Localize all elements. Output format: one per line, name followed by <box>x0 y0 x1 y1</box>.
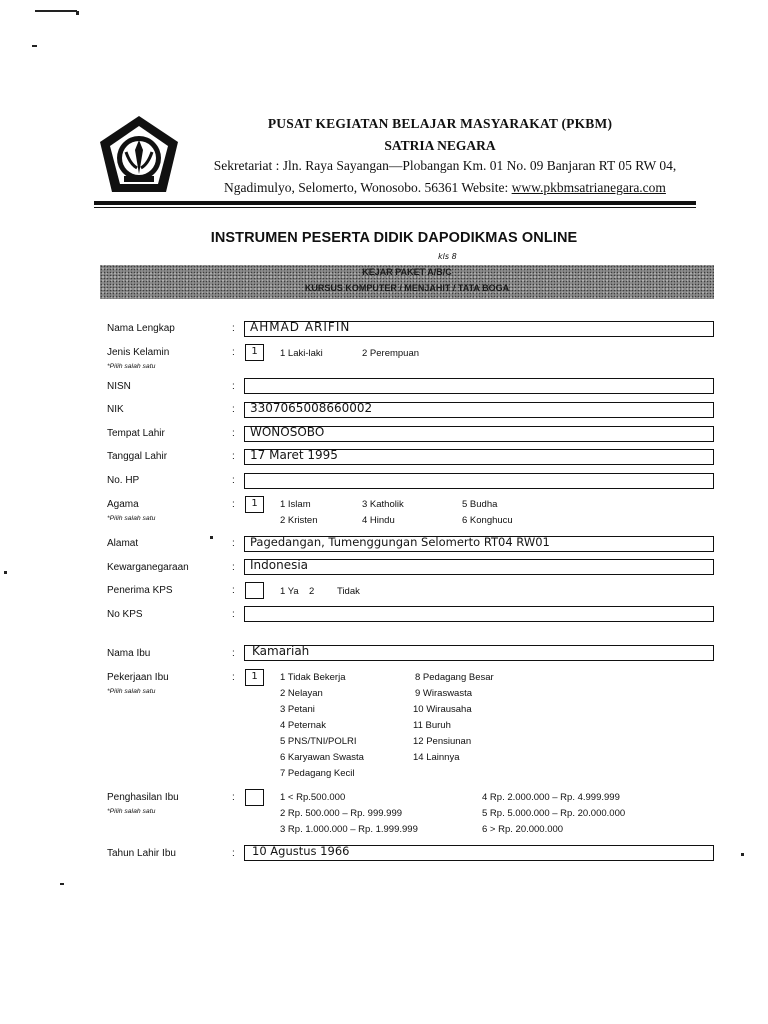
label-tahun-lahir-ibu: Tahun Lahir Ibu <box>107 848 176 859</box>
colon: : <box>232 538 235 549</box>
option-pekerjaan: 11 Buruh <box>413 720 451 731</box>
option-penghasilan: 2 Rp. 500.000 – Rp. 999.999 <box>280 808 403 819</box>
option-pekerjaan: 12 Pensiunan <box>413 736 472 747</box>
label-nama-ibu: Nama Ibu <box>107 648 151 659</box>
label-nama-lengkap: Nama Lengkap <box>107 323 175 334</box>
checkbox-penerima-kps[interactable] <box>245 582 264 599</box>
colon: : <box>232 648 235 659</box>
option-2: 2 <box>309 586 315 597</box>
label-alamat: Alamat <box>107 538 139 549</box>
label-tempat-lahir: Tempat Lahir <box>107 428 165 439</box>
colon: : <box>232 609 235 620</box>
checkbox-pekerjaan-ibu[interactable]: 1 <box>245 669 264 686</box>
option-kristen: 2 Kristen <box>280 515 318 526</box>
org-line: PUSAT KEGIATAN BELAJAR MASYARAKAT (PKBM) <box>267 116 613 131</box>
option-islam: 1 Islam <box>280 499 311 510</box>
checkbox-jenis-kelamin[interactable]: 1 <box>245 344 264 361</box>
option-ya: 1 Ya <box>280 586 299 597</box>
colon: : <box>232 792 235 803</box>
address-line-2 <box>210 180 680 196</box>
option-pekerjaan: 2 Nelayan <box>280 688 323 699</box>
class-note: kls 8 <box>438 252 457 261</box>
address-line-1: Sekretariat : Jln. Raya Sayangan—Plobangan Km. 01 No. 09 Banjaran RT 05 RW 04, <box>213 158 677 173</box>
colon: : <box>232 672 235 683</box>
option-penghasilan: 6 > Rp. 20.000.000 <box>482 824 564 835</box>
option-pekerjaan: 7 Pedagang Kecil <box>280 768 355 779</box>
value-nik: 3307065008660002 <box>250 401 373 415</box>
label-no-kps: No KPS <box>107 609 143 620</box>
note-pilih-salah-satu: *Pilih salah satu <box>107 688 156 695</box>
option-hindu: 4 Hindu <box>362 515 395 526</box>
value-kewarganegaraan: Indonesia <box>250 558 309 572</box>
option-pekerjaan: 3 Petani <box>280 704 315 715</box>
value-alamat: Pagedangan, Tumenggungan Selomerto RT04 RW01 <box>250 535 550 549</box>
band-line-1: KEJAR PAKET A/B/C <box>362 267 452 277</box>
option-penghasilan: 1 < Rp.500.000 <box>280 792 346 803</box>
value-tempat-lahir: WONOSOBO <box>250 425 325 439</box>
option-laki-laki: 1 Laki-laki <box>280 348 323 359</box>
field-nama-ibu[interactable] <box>244 645 714 661</box>
field-no-kps[interactable] <box>244 606 714 622</box>
label-nik: NIK <box>107 404 124 415</box>
option-tidak: Tidak <box>337 586 360 597</box>
option-katholik: 3 Katholik <box>362 499 404 510</box>
note-pilih-salah-satu: *Pilih salah satu <box>107 808 156 815</box>
option-penghasilan: 3 Rp. 1.000.000 – Rp. 1.999.999 <box>280 824 418 835</box>
value-nama-ibu: Kamariah <box>252 644 310 658</box>
option-perempuan: 2 Perempuan <box>362 348 420 359</box>
option-pekerjaan: 10 Wirausaha <box>413 704 472 715</box>
band-line-2: KURSUS KOMPUTER / MENJAHIT / TATA BOGA <box>304 283 510 293</box>
document-title: INSTRUMEN PESERTA DIDIK DAPODIKMAS ONLINE <box>210 230 578 246</box>
header-rule-thin <box>94 207 696 208</box>
option-pekerjaan: 1 Tidak Bekerja <box>280 672 346 683</box>
field-no-hp[interactable] <box>244 473 714 489</box>
option-pekerjaan: 8 Pedagang Besar <box>415 672 494 683</box>
colon: : <box>232 585 235 596</box>
colon: : <box>232 562 235 573</box>
label-kewarganegaraan: Kewarganegaraan <box>107 562 189 573</box>
option-pekerjaan: 14 Lainnya <box>413 752 460 763</box>
checkbox-penghasilan-ibu[interactable] <box>245 789 264 806</box>
label-pekerjaan-ibu: Pekerjaan Ibu <box>107 672 169 683</box>
website-link[interactable]: www.pkbmsatrianegara.com <box>511 180 666 195</box>
colon: : <box>232 451 235 462</box>
pkbm-logo-icon <box>96 112 182 196</box>
org-name: SATRIA NEGARA <box>384 138 496 153</box>
label-agama: Agama <box>107 499 139 510</box>
address-line-2-text: Ngadimulyo, Selomerto, Wonosobo. 56361 Website: <box>224 180 512 195</box>
value-tanggal-lahir: 17 Maret 1995 <box>250 448 338 462</box>
option-pekerjaan: 6 Karyawan Swasta <box>280 752 364 763</box>
note-pilih-salah-satu: *Pilih salah satu <box>107 363 156 370</box>
note-pilih-salah-satu: *Pilih salah satu <box>107 515 156 522</box>
value-nama-lengkap: AHMAD ARIFIN <box>250 320 351 334</box>
label-tanggal-lahir: Tanggal Lahir <box>107 451 168 462</box>
colon: : <box>232 848 235 859</box>
label-nisn: NISN <box>107 381 131 392</box>
option-budha: 5 Budha <box>462 499 498 510</box>
colon: : <box>232 381 235 392</box>
field-kewarganegaraan[interactable] <box>244 559 714 575</box>
header-rule-thick <box>94 201 696 205</box>
field-nisn[interactable] <box>244 378 714 394</box>
value-tahun-lahir-ibu: 10 Agustus 1966 <box>252 844 350 858</box>
option-konghucu: 6 Konghucu <box>462 515 513 526</box>
colon: : <box>232 428 235 439</box>
label-penghasilan-ibu: Penghasilan Ibu <box>107 792 179 803</box>
label-jenis-kelamin: Jenis Kelamin <box>107 347 170 358</box>
option-pekerjaan: 9 Wiraswasta <box>415 688 473 699</box>
colon: : <box>232 475 235 486</box>
option-pekerjaan: 4 Peternak <box>280 720 326 731</box>
colon: : <box>232 323 235 334</box>
checkbox-agama[interactable]: 1 <box>245 496 264 513</box>
label-no-hp: No. HP <box>107 475 140 486</box>
option-penghasilan: 4 Rp. 2.000.000 – Rp. 4.999.999 <box>482 792 620 803</box>
colon: : <box>232 347 235 358</box>
label-penerima-kps: Penerima KPS <box>107 585 173 596</box>
option-penghasilan: 5 Rp. 5.000.000 – Rp. 20.000.000 <box>482 808 626 819</box>
colon: : <box>232 499 235 510</box>
option-pekerjaan: 5 PNS/TNI/POLRI <box>280 736 357 747</box>
colon: : <box>232 404 235 415</box>
